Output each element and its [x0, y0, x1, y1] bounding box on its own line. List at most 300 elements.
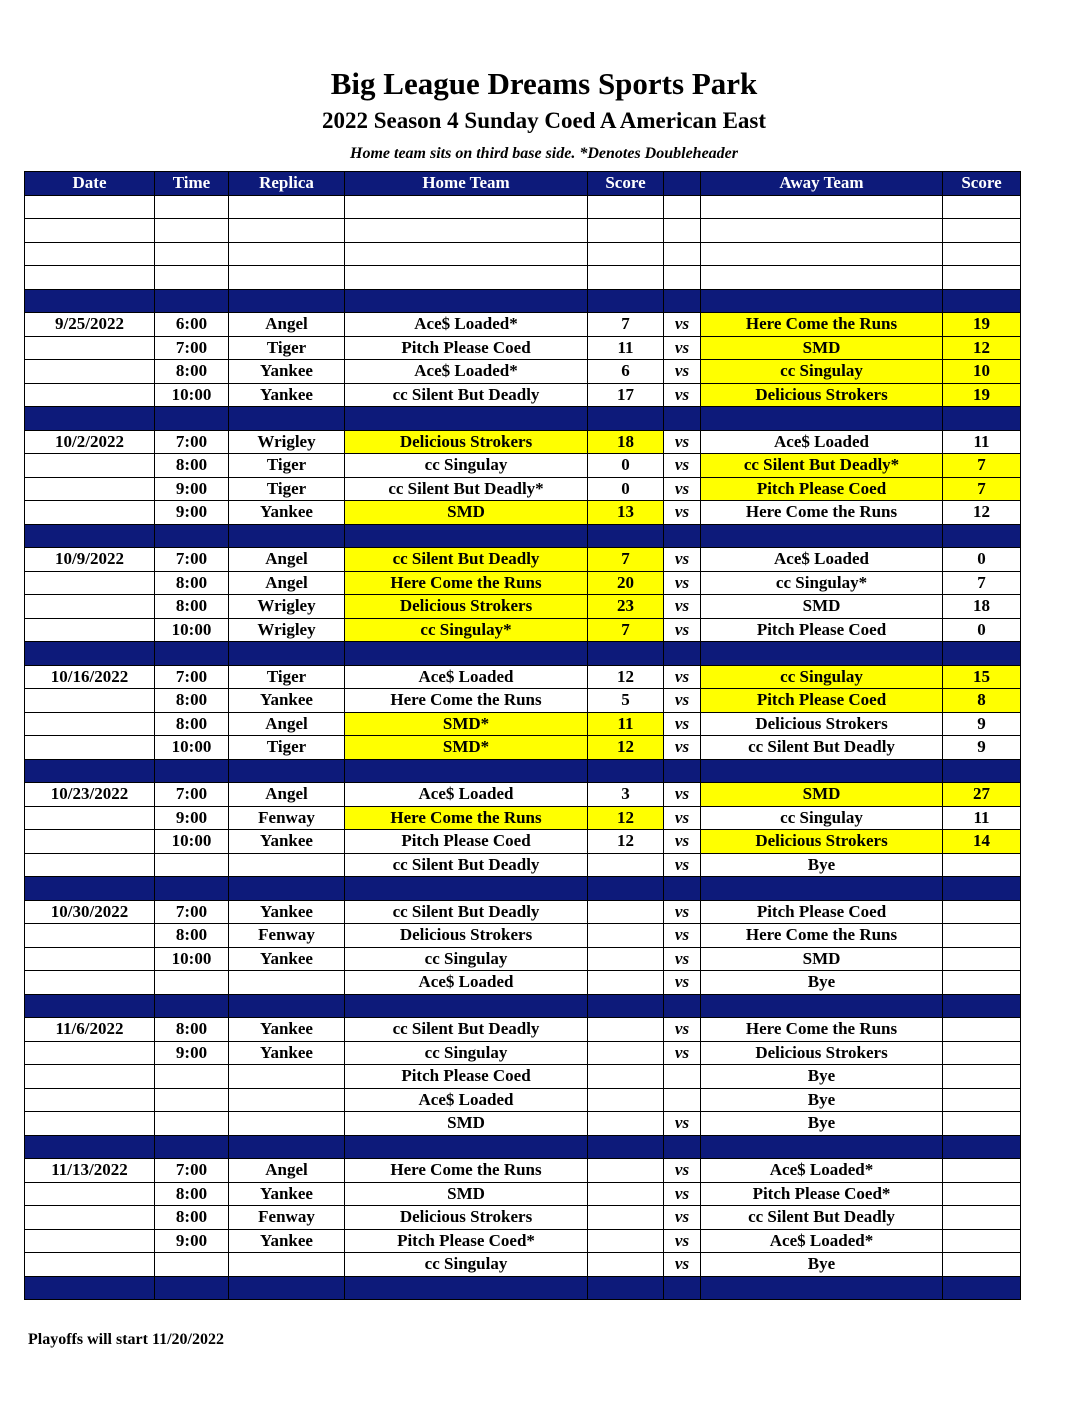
separator-cell: [229, 524, 345, 548]
away-score-cell: 11: [943, 430, 1021, 454]
away-score-cell: [943, 219, 1021, 243]
vs-cell: vs: [664, 383, 701, 407]
vs-cell: [664, 219, 701, 243]
time-cell: 8:00: [155, 1018, 229, 1042]
home-score-cell: [588, 266, 664, 290]
separator-cell: [664, 524, 701, 548]
separator-cell: [25, 407, 155, 431]
away-team-cell: Here Come the Runs: [701, 924, 943, 948]
vs-cell: vs: [664, 830, 701, 854]
away-score-cell: [943, 1229, 1021, 1253]
date-cell: [25, 595, 155, 619]
time-cell: 8:00: [155, 712, 229, 736]
time-cell: 7:00: [155, 336, 229, 360]
home-team-cell: SMD*: [345, 736, 588, 760]
replica-cell: Angel: [229, 783, 345, 807]
separator-cell: [588, 759, 664, 783]
separator-cell: [588, 1135, 664, 1159]
away-team-cell: Ace$ Loaded: [701, 548, 943, 572]
replica-cell: Yankee: [229, 1182, 345, 1206]
table-row: [25, 853, 1021, 877]
separator-cell: [664, 407, 701, 431]
away-team-cell: Pitch Please Coed: [701, 618, 943, 642]
away-score-cell: 9: [943, 736, 1021, 760]
home-team-cell: Ace$ Loaded*: [345, 360, 588, 384]
replica-cell: Yankee: [229, 689, 345, 713]
separator-cell: [943, 642, 1021, 666]
home-score-cell: 17: [588, 383, 664, 407]
home-team-cell: SMD: [345, 1182, 588, 1206]
week-separator-row: [25, 407, 1021, 431]
date-cell: [25, 219, 155, 243]
table-row: [25, 501, 1021, 525]
home-team-cell: [345, 195, 588, 219]
vs-cell: vs: [664, 1253, 701, 1277]
away-score-cell: [943, 1253, 1021, 1277]
time-cell: 8:00: [155, 454, 229, 478]
table-row: [25, 712, 1021, 736]
away-team-cell: Delicious Strokers: [701, 383, 943, 407]
separator-cell: [25, 524, 155, 548]
away-team-cell: Here Come the Runs: [701, 1018, 943, 1042]
separator-cell: [229, 289, 345, 313]
date-cell: [25, 618, 155, 642]
away-team-cell: Here Come the Runs: [701, 501, 943, 525]
table-row: [25, 454, 1021, 478]
vs-cell: vs: [664, 665, 701, 689]
replica-cell: [229, 242, 345, 266]
week-separator-row: [25, 642, 1021, 666]
separator-cell: [155, 524, 229, 548]
home-score-cell: 18: [588, 430, 664, 454]
time-cell: [155, 266, 229, 290]
time-cell: 9:00: [155, 501, 229, 525]
away-score-cell: 15: [943, 665, 1021, 689]
home-score-cell: [588, 1088, 664, 1112]
home-score-cell: 7: [588, 618, 664, 642]
vs-cell: vs: [664, 736, 701, 760]
separator-cell: [229, 1135, 345, 1159]
separator-cell: [701, 289, 943, 313]
date-cell: [25, 266, 155, 290]
table-row: [25, 783, 1021, 807]
home-score-cell: 6: [588, 360, 664, 384]
table-row: [25, 971, 1021, 995]
date-cell: [25, 947, 155, 971]
time-cell: 10:00: [155, 736, 229, 760]
home-team-cell: Ace$ Loaded: [345, 665, 588, 689]
home-score-cell: 0: [588, 454, 664, 478]
vs-cell: [664, 1088, 701, 1112]
home-team-cell: Delicious Strokers: [345, 924, 588, 948]
time-cell: 8:00: [155, 1182, 229, 1206]
replica-cell: [229, 195, 345, 219]
time-cell: 7:00: [155, 548, 229, 572]
separator-cell: [664, 1276, 701, 1300]
date-cell: [25, 571, 155, 595]
replica-cell: Yankee: [229, 1229, 345, 1253]
time-cell: 10:00: [155, 618, 229, 642]
vs-cell: vs: [664, 924, 701, 948]
away-score-cell: [943, 947, 1021, 971]
away-team-cell: SMD: [701, 783, 943, 807]
time-cell: [155, 219, 229, 243]
home-score-cell: 13: [588, 501, 664, 525]
home-team-cell: [345, 242, 588, 266]
home-score-cell: 23: [588, 595, 664, 619]
home-score-cell: 12: [588, 830, 664, 854]
time-cell: [155, 195, 229, 219]
away-team-cell: Ace$ Loaded*: [701, 1159, 943, 1183]
separator-cell: [25, 759, 155, 783]
col-header-replica: Replica: [229, 172, 345, 196]
separator-cell: [664, 642, 701, 666]
away-score-cell: 9: [943, 712, 1021, 736]
home-score-cell: [588, 1182, 664, 1206]
vs-cell: vs: [664, 313, 701, 337]
vs-cell: vs: [664, 971, 701, 995]
date-cell: [25, 1182, 155, 1206]
away-team-cell: cc Singulay*: [701, 571, 943, 595]
separator-cell: [701, 759, 943, 783]
away-score-cell: [943, 1065, 1021, 1089]
replica-cell: Angel: [229, 548, 345, 572]
table-row: [25, 1159, 1021, 1183]
separator-cell: [345, 1135, 588, 1159]
home-team-cell: Here Come the Runs: [345, 689, 588, 713]
home-score-cell: [588, 195, 664, 219]
replica-cell: Tiger: [229, 454, 345, 478]
away-team-cell: cc Silent But Deadly: [701, 736, 943, 760]
home-team-cell: cc Singulay: [345, 1253, 588, 1277]
home-team-cell: Here Come the Runs: [345, 1159, 588, 1183]
date-cell: [25, 195, 155, 219]
separator-cell: [155, 642, 229, 666]
away-team-cell: SMD: [701, 595, 943, 619]
home-score-cell: [588, 1229, 664, 1253]
table-row: [25, 618, 1021, 642]
separator-cell: [664, 1135, 701, 1159]
away-team-cell: Pitch Please Coed*: [701, 1182, 943, 1206]
date-cell: [25, 712, 155, 736]
home-team-cell: cc Silent But Deadly: [345, 548, 588, 572]
playoffs-note: Playoffs will start 11/20/2022: [28, 1331, 224, 1348]
time-cell: 8:00: [155, 595, 229, 619]
away-team-cell: Here Come the Runs: [701, 313, 943, 337]
vs-cell: vs: [664, 501, 701, 525]
separator-cell: [664, 877, 701, 901]
replica-cell: Yankee: [229, 501, 345, 525]
date-cell: [25, 336, 155, 360]
separator-cell: [155, 994, 229, 1018]
separator-cell: [588, 994, 664, 1018]
home-score-cell: [588, 900, 664, 924]
away-score-cell: 10: [943, 360, 1021, 384]
home-score-cell: [588, 242, 664, 266]
table-row: [25, 1206, 1021, 1230]
table-row: [25, 571, 1021, 595]
separator-cell: [943, 877, 1021, 901]
separator-cell: [25, 1276, 155, 1300]
replica-cell: Tiger: [229, 736, 345, 760]
away-score-cell: 19: [943, 383, 1021, 407]
away-score-cell: [943, 242, 1021, 266]
separator-cell: [345, 994, 588, 1018]
away-team-cell: cc Silent But Deadly*: [701, 454, 943, 478]
home-score-cell: 7: [588, 313, 664, 337]
home-score-cell: 11: [588, 336, 664, 360]
away-score-cell: [943, 1206, 1021, 1230]
away-score-cell: [943, 853, 1021, 877]
home-score-cell: 5: [588, 689, 664, 713]
away-team-cell: Delicious Strokers: [701, 1041, 943, 1065]
table-row: [25, 242, 1021, 266]
separator-cell: [345, 759, 588, 783]
replica-cell: Wrigley: [229, 595, 345, 619]
separator-cell: [155, 1135, 229, 1159]
vs-cell: vs: [664, 1112, 701, 1136]
col-header-time: Time: [155, 172, 229, 196]
separator-cell: [701, 1135, 943, 1159]
separator-cell: [588, 407, 664, 431]
vs-cell: vs: [664, 618, 701, 642]
date-cell: [25, 360, 155, 384]
vs-cell: vs: [664, 1018, 701, 1042]
separator-cell: [701, 1276, 943, 1300]
home-team-cell: Here Come the Runs: [345, 571, 588, 595]
away-score-cell: [943, 1182, 1021, 1206]
date-cell: [25, 1206, 155, 1230]
date-cell: 10/16/2022: [25, 665, 155, 689]
away-team-cell: [701, 242, 943, 266]
away-score-cell: 8: [943, 689, 1021, 713]
away-team-cell: SMD: [701, 947, 943, 971]
schedule-table: [24, 171, 1021, 1300]
home-score-cell: [588, 1206, 664, 1230]
away-score-cell: [943, 1159, 1021, 1183]
away-score-cell: [943, 900, 1021, 924]
away-team-cell: cc Singulay: [701, 360, 943, 384]
separator-cell: [701, 994, 943, 1018]
away-team-cell: [701, 195, 943, 219]
separator-cell: [943, 524, 1021, 548]
away-team-cell: SMD: [701, 336, 943, 360]
away-score-cell: 0: [943, 618, 1021, 642]
table-row: [25, 689, 1021, 713]
date-cell: [25, 1112, 155, 1136]
time-cell: 7:00: [155, 430, 229, 454]
home-team-cell: cc Silent But Deadly: [345, 1018, 588, 1042]
replica-cell: Yankee: [229, 383, 345, 407]
replica-cell: Yankee: [229, 1041, 345, 1065]
away-team-cell: [701, 266, 943, 290]
replica-cell: Wrigley: [229, 430, 345, 454]
date-cell: [25, 853, 155, 877]
home-team-cell: Delicious Strokers: [345, 595, 588, 619]
time-cell: 9:00: [155, 1229, 229, 1253]
home-team-cell: Pitch Please Coed: [345, 830, 588, 854]
date-cell: [25, 1229, 155, 1253]
table-row: [25, 1253, 1021, 1277]
date-cell: [25, 971, 155, 995]
replica-cell: [229, 1065, 345, 1089]
table-row: [25, 665, 1021, 689]
home-team-cell: SMD: [345, 1112, 588, 1136]
table-row: [25, 830, 1021, 854]
replica-cell: Angel: [229, 712, 345, 736]
time-cell: 8:00: [155, 1206, 229, 1230]
away-score-cell: 27: [943, 783, 1021, 807]
vs-cell: [664, 266, 701, 290]
away-score-cell: [943, 971, 1021, 995]
time-cell: [155, 971, 229, 995]
schedule-body: [25, 195, 1021, 1300]
away-score-cell: 19: [943, 313, 1021, 337]
vs-cell: vs: [664, 1229, 701, 1253]
home-score-cell: 11: [588, 712, 664, 736]
home-score-cell: 7: [588, 548, 664, 572]
col-header-home-team: Home Team: [345, 172, 588, 196]
table-row: [25, 266, 1021, 290]
vs-cell: vs: [664, 689, 701, 713]
away-team-cell: Bye: [701, 1088, 943, 1112]
separator-cell: [588, 289, 664, 313]
vs-cell: [664, 242, 701, 266]
date-cell: [25, 1041, 155, 1065]
time-cell: 7:00: [155, 783, 229, 807]
away-team-cell: Pitch Please Coed: [701, 689, 943, 713]
date-cell: [25, 1065, 155, 1089]
home-team-cell: Here Come the Runs: [345, 806, 588, 830]
away-team-cell: cc Singulay: [701, 806, 943, 830]
home-score-cell: [588, 1065, 664, 1089]
time-cell: 10:00: [155, 830, 229, 854]
away-score-cell: 14: [943, 830, 1021, 854]
col-header-away-team: Away Team: [701, 172, 943, 196]
separator-cell: [229, 1276, 345, 1300]
separator-cell: [943, 759, 1021, 783]
vs-cell: vs: [664, 477, 701, 501]
away-score-cell: 7: [943, 454, 1021, 478]
away-score-cell: 12: [943, 336, 1021, 360]
separator-cell: [25, 642, 155, 666]
replica-cell: Tiger: [229, 477, 345, 501]
home-score-cell: [588, 1253, 664, 1277]
time-cell: 9:00: [155, 1041, 229, 1065]
separator-cell: [588, 1276, 664, 1300]
date-cell: [25, 383, 155, 407]
table-row: [25, 924, 1021, 948]
home-score-cell: [588, 219, 664, 243]
away-team-cell: Bye: [701, 1065, 943, 1089]
separator-cell: [155, 407, 229, 431]
home-team-cell: cc Silent But Deadly: [345, 853, 588, 877]
week-separator-row: [25, 1135, 1021, 1159]
replica-cell: Yankee: [229, 900, 345, 924]
date-cell: [25, 501, 155, 525]
home-team-cell: Delicious Strokers: [345, 430, 588, 454]
table-row: [25, 430, 1021, 454]
table-row: [25, 736, 1021, 760]
page-subtitle: 2022 Season 4 Sunday Coed A American East: [321, 108, 767, 133]
table-row: [25, 360, 1021, 384]
replica-cell: [229, 1253, 345, 1277]
home-team-cell: Ace$ Loaded: [345, 1088, 588, 1112]
week-separator-row: [25, 877, 1021, 901]
home-score-cell: [588, 971, 664, 995]
time-cell: 7:00: [155, 1159, 229, 1183]
separator-cell: [25, 289, 155, 313]
date-cell: [25, 454, 155, 478]
date-cell: [25, 830, 155, 854]
away-score-cell: [943, 1088, 1021, 1112]
separator-cell: [345, 642, 588, 666]
separator-cell: [345, 289, 588, 313]
replica-cell: [229, 1112, 345, 1136]
away-score-cell: 7: [943, 571, 1021, 595]
home-team-cell: Pitch Please Coed: [345, 1065, 588, 1089]
time-cell: 8:00: [155, 571, 229, 595]
away-team-cell: Ace$ Loaded*: [701, 1229, 943, 1253]
replica-cell: Tiger: [229, 336, 345, 360]
home-team-cell: cc Singulay: [345, 1041, 588, 1065]
vs-cell: vs: [664, 783, 701, 807]
home-team-cell: cc Singulay: [345, 947, 588, 971]
home-score-cell: 0: [588, 477, 664, 501]
vs-cell: vs: [664, 1206, 701, 1230]
table-row: [25, 947, 1021, 971]
separator-cell: [155, 877, 229, 901]
home-score-cell: 12: [588, 736, 664, 760]
home-team-cell: [345, 219, 588, 243]
home-team-cell: SMD: [345, 501, 588, 525]
col-header-away-score: Score: [943, 172, 1021, 196]
separator-cell: [345, 877, 588, 901]
table-row: [25, 313, 1021, 337]
separator-cell: [664, 994, 701, 1018]
home-score-cell: [588, 1041, 664, 1065]
table-row: [25, 806, 1021, 830]
date-cell: [25, 1253, 155, 1277]
home-score-cell: 3: [588, 783, 664, 807]
separator-cell: [229, 877, 345, 901]
week-separator-row: [25, 759, 1021, 783]
vs-cell: vs: [664, 1041, 701, 1065]
away-score-cell: 18: [943, 595, 1021, 619]
table-row: [25, 1018, 1021, 1042]
table-row: [25, 1112, 1021, 1136]
away-score-cell: [943, 1041, 1021, 1065]
table-row: [25, 383, 1021, 407]
home-score-cell: [588, 1112, 664, 1136]
separator-cell: [588, 524, 664, 548]
week-separator-row: [25, 994, 1021, 1018]
home-score-cell: 12: [588, 665, 664, 689]
separator-cell: [588, 877, 664, 901]
separator-cell: [701, 524, 943, 548]
separator-cell: [25, 877, 155, 901]
replica-cell: Wrigley: [229, 618, 345, 642]
home-team-cell: SMD*: [345, 712, 588, 736]
col-header-home-score: Score: [588, 172, 664, 196]
separator-cell: [345, 524, 588, 548]
replica-cell: Angel: [229, 313, 345, 337]
away-score-cell: [943, 266, 1021, 290]
replica-cell: Fenway: [229, 924, 345, 948]
time-cell: 8:00: [155, 360, 229, 384]
home-score-cell: 20: [588, 571, 664, 595]
home-team-cell: Delicious Strokers: [345, 1206, 588, 1230]
